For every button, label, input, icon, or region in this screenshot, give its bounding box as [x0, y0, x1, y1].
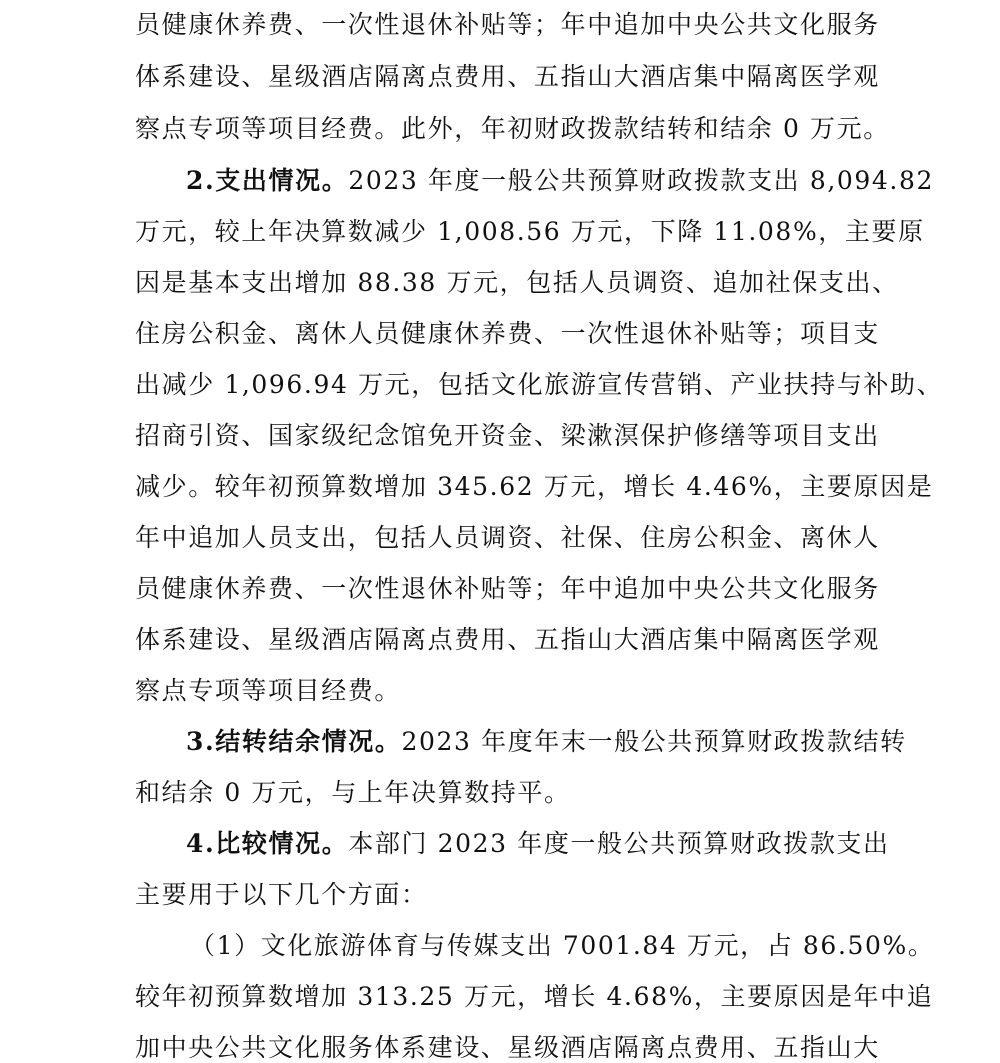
paragraph-line: 察点专项等项目经费。此外，年初财政拨款结转和结余 0 万元。	[135, 114, 890, 143]
paragraph-text: 2023 年度年末一般公共预算财政拨款结转	[401, 727, 907, 756]
paragraph-text: 本部门 2023 年度一般公共预算财政拨款支出	[348, 829, 890, 858]
paragraph-line: 体系建设、星级酒店隔离点费用、五指山大酒店集中隔离医学观	[135, 62, 880, 91]
paragraph-line: 因是基本支出增加 88.38 万元，包括人员调资、追加社保支出、	[135, 268, 899, 297]
comparison-heading: 4.比较情况。	[186, 829, 349, 858]
paragraph-line: 和结余 0 万元，与上年决算数持平。	[135, 778, 571, 807]
paragraph-line: 察点专项等项目经费。	[135, 676, 402, 705]
paragraph-line: 主要用于以下几个方面：	[135, 880, 428, 909]
expense-section-line	[186, 166, 986, 196]
paragraph-line: 万元，较上年决算数减少 1,008.56 万元，下降 11.08%，主要原	[135, 217, 925, 246]
paragraph-line: 员健康休养费、一次性退休补贴等；年中追加中央公共文化服务	[135, 574, 880, 603]
expense-heading: 2.支出情况。	[186, 166, 349, 195]
paragraph-line: 出减少 1,096.94 万元，包括文化旅游宣传营销、产业扶持与补助、	[135, 370, 944, 399]
list-item-line: （1）文化旅游体育与传媒支出 7001.84 万元，占 86.50%。	[190, 931, 935, 960]
comparison-section-line	[186, 829, 986, 859]
paragraph-line: 年中追加人员支出，包括人员调资、社保、住房公积金、离休人	[135, 523, 880, 552]
paragraph-line: 加中央公共文化服务体系建设、星级酒店隔离点费用、五指山大	[135, 1033, 880, 1062]
carryover-section-line	[186, 727, 986, 757]
paragraph-line: 住房公积金、离休人员健康休养费、一次性退休补贴等；项目支	[135, 319, 880, 348]
paragraph-line: 减少。较年初预算数增加 345.62 万元，增长 4.46%，主要原因是	[135, 472, 934, 501]
paragraph-text: 2023 年度一般公共预算财政拨款支出 8,094.82	[348, 166, 934, 195]
paragraph-line: 体系建设、星级酒店隔离点费用、五指山大酒店集中隔离医学观	[135, 625, 880, 654]
paragraph-line: 较年初预算数增加 313.25 万元，增长 4.68%，主要原因是年中追	[135, 982, 934, 1011]
paragraph-line: 员健康休养费、一次性退休补贴等；年中追加中央公共文化服务	[135, 10, 880, 39]
carryover-heading: 3.结转结余情况。	[186, 727, 402, 756]
paragraph-line: 招商引资、国家级纪念馆免开资金、梁漱溟保护修缮等项目支出	[135, 421, 880, 450]
